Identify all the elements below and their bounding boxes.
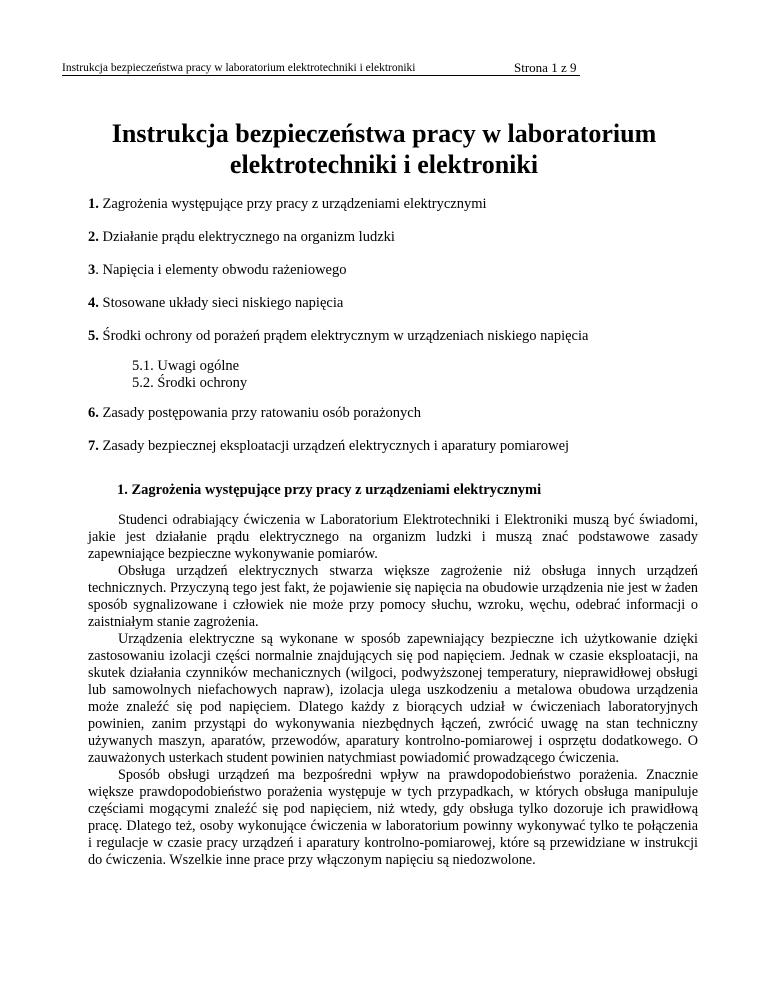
- toc-number: 6.: [88, 405, 99, 421]
- toc-item-1: [88, 196, 487, 213]
- toc-item-4: [88, 295, 343, 312]
- toc-item-5: [88, 328, 588, 345]
- section-1-heading: 1. Zagrożenia występujące przy pracy z urządzeniami elektrycznymi: [117, 482, 542, 498]
- toc-text: Środki ochrony od porażeń prądem elektrycznym w urządzeniach niskiego napięcia: [98, 328, 589, 344]
- page-number: Strona 1 z 9: [514, 60, 577, 75]
- section-1-body: [88, 512, 698, 869]
- toc-text: Zasady postępowania przy ratowaniu osób porażonych: [98, 405, 421, 421]
- header-title: Instrukcja bezpieczeństwa pracy w laboratorium elektrotechniki i elektroniki: [62, 62, 416, 74]
- toc-item-3: [88, 262, 347, 279]
- header-divider: [62, 75, 580, 76]
- toc-item-2: [88, 229, 395, 246]
- paragraph: Studenci odrabiający ćwiczenia w Laboratorium Elektrotechniki i Elektroniki muszą być świadomi, jakie jest działanie prądu elektrycznego na organizm ludzki i muszą znać podstawowe zasady zapewniające bezpieczne wykonywanie pomiarów.: [88, 512, 698, 562]
- toc-item-7: [88, 438, 569, 455]
- toc-number: 5.: [88, 328, 99, 344]
- toc-number: 2.: [88, 229, 99, 245]
- toc-text: Działanie prądu elektrycznego na organizm ludzki: [98, 229, 395, 245]
- toc-subitem-5-1: 5.1. Uwagi ogólne: [132, 358, 240, 374]
- toc-number: 3: [88, 262, 96, 278]
- toc-text: . Napięcia i elementy obwodu rażeniowego: [95, 262, 347, 278]
- toc-number: 4.: [88, 295, 99, 311]
- paragraph: Sposób obsługi urządzeń ma bezpośredni wpływ na prawdopodobieństwo porażenia. Znacznie większe prawdopodobieństwo porażenia występuje w tych przypadkach, w których obsługa manipuluje częściami mogącymi znaleźć się pod napięciem, niż wtedy, gdy obsługa tylko dozoruje ich prawidłową pracę. Dlatego też, osoby wykonujące ćwiczenia w laboratorium powinny wykonywać tylko te połączenia i regulacje w czasie pracy urządzeń i aparatury kontrolno-pomiarowej, które są przewidziane w instrukcji do ćwiczenia. Wszelkie inne prace przy włączonym napięciu są niedozwolone.: [88, 767, 698, 868]
- toc-number: 7.: [88, 438, 99, 454]
- toc-text: Stosowane układy sieci niskiego napięcia: [98, 295, 344, 311]
- toc-number: 1.: [88, 196, 99, 212]
- document-title: [0, 118, 768, 180]
- toc-subitem-5-2: 5.2. Środki ochrony: [132, 375, 248, 391]
- page-header: [62, 58, 582, 78]
- title-line-1: Instrukcja bezpieczeństwa pracy w laboratorium: [111, 119, 657, 148]
- title-line-2: elektrotechniki i elektroniki: [229, 150, 539, 179]
- toc-item-6: [88, 405, 421, 422]
- paragraph: Obsługa urządzeń elektrycznych stwarza większe zagrożenie niż obsługa innych urządzeń technicznych. Przyczyną tego jest fakt, że pojawienie się napięcia na obudowie urządzenia nie jest w żaden sposób sygnalizowane i człowiek nie może przy pomocy słuchu, wzroku, węchu, odebrać informacji o zaistniałym stanie zagrożenia.: [88, 563, 698, 630]
- toc-text: Zasady bezpiecznej eksploatacji urządzeń elektrycznych i aparatury pomiarowej: [98, 438, 570, 454]
- toc-text: Zagrożenia występujące przy pracy z urządzeniami elektrycznymi: [98, 196, 487, 212]
- paragraph: Urządzenia elektryczne są wykonane w sposób zapewniający bezpieczne ich użytkowanie dzięki zastosowaniu izolacji części normalnie znajdujących się pod napięciem. Jednak w czasie eksploatacji, na skutek działania czynników mechanicznych (wilgoci, podwyższonej temperatury, nieprawidłowej obsługi lub samowolnych niefachowych napraw), izolacja ulega uszkodzeniu a metalowa obudowa urządzenia może znaleźć się pod napięciem. Dlatego każdy z biorących udział w ćwiczeniach laboratoryjnych powinien, zanim przystąpi do wykonywania niezbędnych łączeń, zwrócić uwagę na stan techniczny używanych maszyn, aparatów, przewodów, aparatury kontrolno-pomiarowej i osprzętu dodatkowego. O zauważonych usterkach student powinien natychmiast powiadomić prowadzącego ćwiczenia.: [88, 631, 698, 766]
